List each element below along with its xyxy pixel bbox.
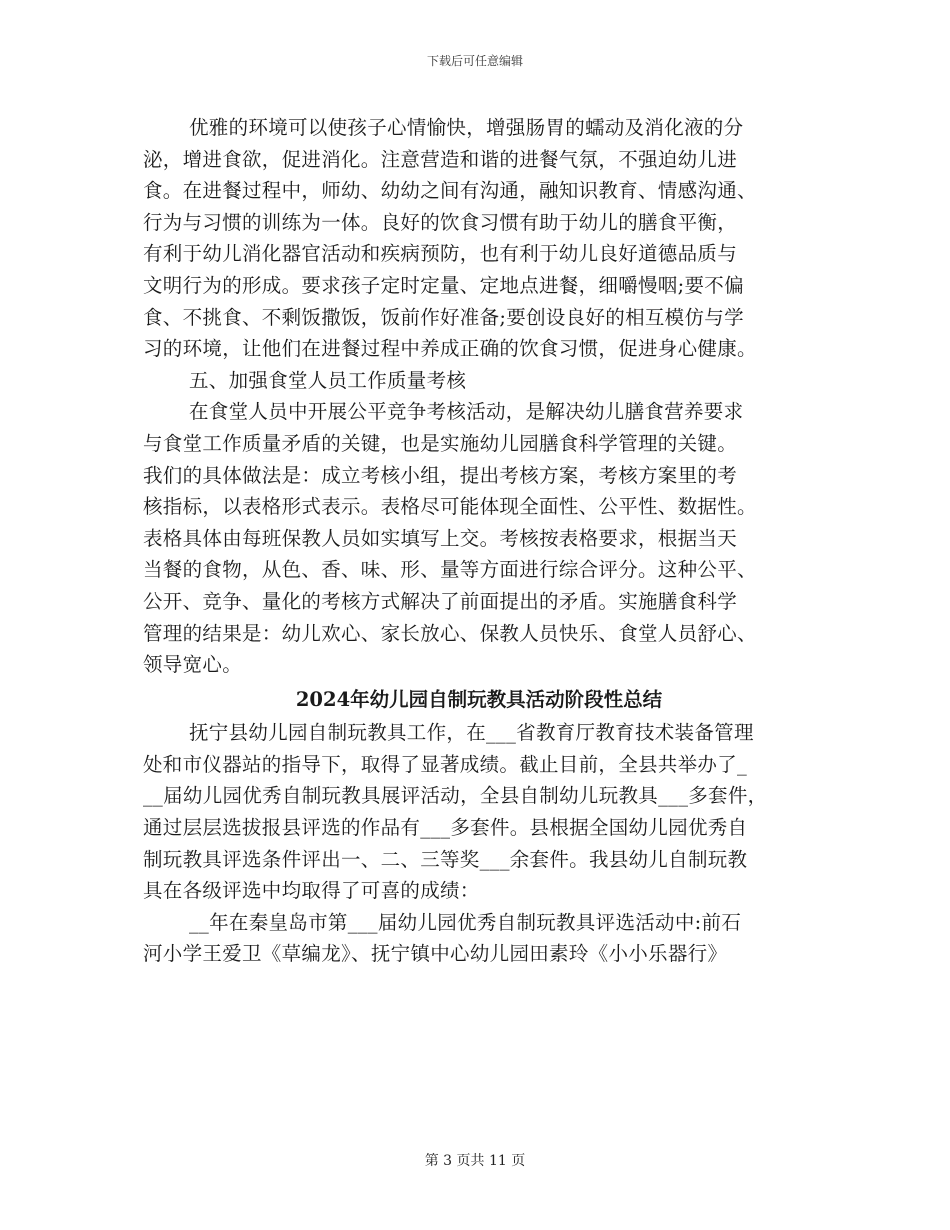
text-line: 与食堂工作质量矛盾的关键，也是实施幼儿园膳食科学管理的关键。 <box>143 431 738 455</box>
text-line: 抚宁县幼儿园自制玩教具工作，在___省教育厅教育技术装备管理 <box>189 721 754 745</box>
text-line: 食。在进餐过程中，师幼、幼幼之间有沟通，融知识教育、情感沟通、 <box>143 179 757 203</box>
page-footer: 第 3 页共 11 页 <box>424 1153 526 1169</box>
text-line: 有利于幼儿消化器官活动和疾病预防，也有利于幼儿良好道德品质与 <box>143 242 738 266</box>
text-line: __届幼儿园优秀自制玩教具展评活动，全县自制幼儿玩教具___多套件， <box>143 784 768 808</box>
text-line: 习的环境，让他们在进餐过程中养成正确的饮食习惯，促进身心健康。 <box>143 337 757 361</box>
text-line: 泌，增进食欲，促进消化。注意营造和谐的进餐气氛，不强迫幼儿进 <box>143 147 738 171</box>
text-line: 行为与习惯的训练为一体。良好的饮食习惯有助于幼儿的膳食平衡， <box>143 210 738 234</box>
text-line: 在食堂人员中开展公平竞争考核活动，是解决幼儿膳食营养要求 <box>189 400 744 424</box>
text-line: 公开、竞争、量化的考核方式解决了前面提出的矛盾。实施膳食科学 <box>143 589 738 613</box>
text-line: 食、不挑食、不剩饭撒饭，饭前作好准备;要创设良好的相互模仿与学 <box>143 305 744 329</box>
document-body <box>143 112 815 970</box>
text-line: 通过层层选拔报县评选的作品有___多套件。县根据全国幼儿园优秀自 <box>143 816 748 840</box>
paragraph-staff-assessment <box>143 396 815 680</box>
text-line: 表格具体由每班保教人员如实填写上交。考核按表格要求，根据当天 <box>143 526 738 550</box>
text-line: __年在秦皇岛市第___届幼儿园优秀自制玩教具评选活动中:前石 <box>189 910 742 934</box>
text-line: 具在各级评选中均取得了可喜的成绩： <box>143 879 480 903</box>
text-line: 处和市仪器站的指导下，取得了显著成绩。截止目前，全县共举办了_ <box>143 752 748 776</box>
text-line: 我们的具体做法是：成立考核小组，提出考核方案，考核方案里的考 <box>143 463 738 487</box>
text-line: 制玩教具评选条件评出一、二、三等奖___余套件。我县幼儿自制玩教 <box>143 847 748 871</box>
text-line: 优雅的环境可以使孩子心情愉快，增强肠胃的蠕动及消化液的分 <box>189 116 744 139</box>
text-line: 领导宽心。 <box>143 653 243 677</box>
paragraph-dining-environment <box>143 112 815 365</box>
section-heading: 五、加强食堂人员工作质量考核 <box>189 368 467 392</box>
text-line: 管理的结果是：幼儿欢心、家长放心、保教人员快乐、食堂人员舒心、 <box>143 621 757 645</box>
text-line: 文明行为的形成。要求孩子定时定量、定地点进餐，细嚼慢咽;要不偏 <box>143 273 744 297</box>
text-line: 河小学王爱卫《草编龙》、抚宁镇中心幼儿园田素玲《小小乐器行》 <box>143 942 728 966</box>
document-title: 2024年幼儿园自制玩教具活动阶段性总结 <box>295 687 663 711</box>
text-line: 当餐的食物，从色、香、味、形、量等方面进行综合评分。这种公平、 <box>143 558 757 582</box>
paragraph-toy-summary <box>143 717 815 907</box>
paragraph-qinhuangdao-awards <box>143 907 815 970</box>
text-line: 核指标，以表格形式表示。表格尽可能体现全面性、公平性、数据性。 <box>143 495 757 519</box>
page-header: 下载后可任意编辑 <box>426 54 523 68</box>
